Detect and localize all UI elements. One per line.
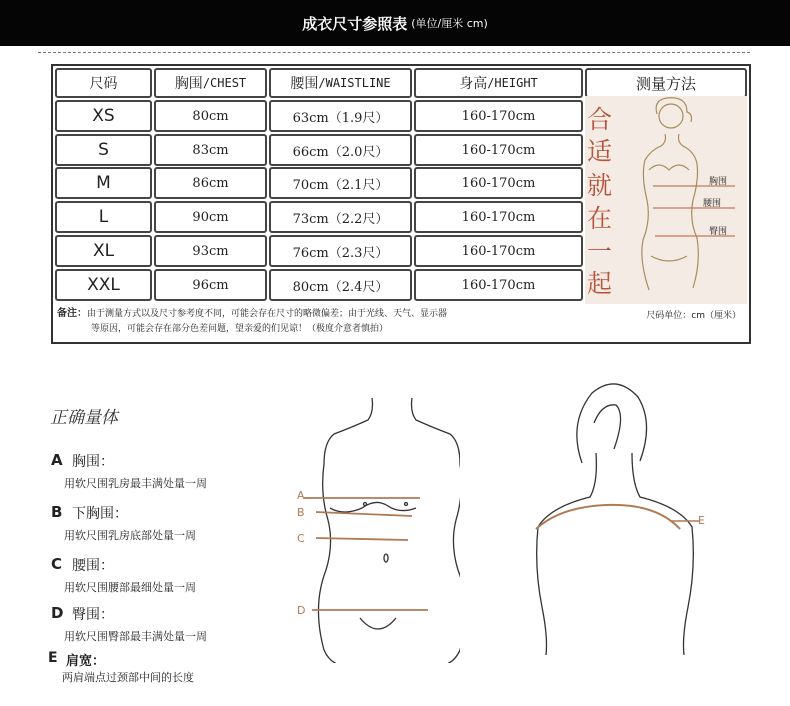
table-cell-chest: 86cm: [154, 167, 267, 199]
table-cell-chest: 96cm: [154, 269, 267, 301]
table-cell-chest: 80cm: [154, 100, 267, 132]
method-char: 在: [587, 204, 613, 233]
table-cell-size: S: [55, 134, 152, 166]
table-cell-size: XXL: [55, 269, 152, 301]
header-method: [585, 68, 747, 98]
measure-letter-e: E: [48, 650, 58, 666]
table-cell-height: 160-170cm: [414, 269, 583, 301]
note-line-1: 由于测量方式以及尺寸参考度不同，可能会存在尺寸的略微偏差；由于光线、天气、显示器: [87, 309, 448, 319]
measure-name-c: 腰围：: [72, 558, 114, 574]
method-char: 一: [587, 237, 613, 266]
label-a: A: [297, 489, 305, 502]
woman-figure-icon: [585, 96, 747, 304]
label-b: B: [297, 506, 305, 519]
table-cell-size: L: [55, 201, 152, 233]
header-size-label: 尺码: [89, 76, 118, 92]
measure-desc-c: 用软尺围腰部最细处量一周: [64, 581, 196, 594]
method-char: 合: [587, 105, 613, 134]
unit-note: (单位/厘米 cm): [411, 17, 488, 30]
section-title: 正确量体: [50, 408, 118, 428]
header-chest-en: /CHEST: [202, 76, 247, 90]
table-cell-waist: 66cm（2.0尺）: [269, 134, 412, 166]
measure-desc-e: 两肩端点过颈部中间的长度: [62, 671, 194, 684]
table-cell-waist: 76cm（2.3尺）: [269, 235, 412, 267]
measure-name-b: 下胸围：: [72, 506, 128, 522]
table-cell-size: XL: [55, 235, 152, 267]
label-d: D: [297, 604, 306, 617]
header-waist-cn: 腰围: [290, 76, 319, 92]
back-body-figure-icon: [520, 383, 720, 655]
table-cell-chest: 90cm: [154, 201, 267, 233]
method-char: 起: [587, 269, 613, 298]
header-height-cn: 身高: [459, 76, 488, 92]
table-cell-size: XS: [55, 100, 152, 132]
measure-letter-a: A: [51, 451, 63, 469]
measure-name-e: 肩宽：: [66, 654, 106, 669]
measure-desc-a: 用软尺围乳房最丰满处量一周: [64, 477, 207, 490]
note-line-2: 等原因，可能会存在部分色差问题，望亲爱的们见谅！（极度介意者慎拍）: [91, 324, 389, 334]
table-cell-waist: 63cm（1.9尺）: [269, 100, 412, 132]
table-cell-size: M: [55, 167, 152, 199]
method-char: 适: [587, 137, 613, 166]
measure-desc-d: 用软尺围臀部最丰满处量一周: [64, 630, 207, 643]
table-cell-height: 160-170cm: [414, 100, 583, 132]
table-cell-height: 160-170cm: [414, 134, 583, 166]
method-char: 就: [587, 171, 613, 200]
size-table: [51, 64, 751, 344]
measure-desc-b: 用软尺围乳房底部处量一周: [64, 529, 196, 542]
measure-letter-b: B: [51, 503, 63, 521]
table-cell-height: 160-170cm: [414, 167, 583, 199]
label-c: C: [297, 532, 305, 545]
header-size: [55, 68, 152, 98]
figure-label-hip: 臀围: [709, 227, 728, 237]
divider: [38, 52, 750, 53]
header-waist: [269, 68, 412, 98]
note: [57, 306, 745, 340]
page-title: 成衣尺寸参照表: [302, 14, 408, 33]
figure-label-chest: 胸围: [709, 177, 728, 187]
front-body-figure-icon: [290, 398, 460, 663]
measure-letter-d: D: [51, 604, 64, 622]
table-cell-height: 160-170cm: [414, 201, 583, 233]
table-cell-waist: 73cm（2.2尺）: [269, 201, 412, 233]
measure-letter-c: C: [51, 555, 63, 573]
table-cell-chest: 93cm: [154, 235, 267, 267]
header-waist-en: /WAISTLINE: [318, 76, 391, 90]
header-method-label: 测量方法: [635, 74, 696, 93]
header-height: [414, 68, 583, 98]
measure-name-a: 胸围：: [72, 454, 114, 470]
table-cell-waist: 70cm（2.1尺）: [269, 167, 412, 199]
header-chest-cn: 胸围: [174, 76, 203, 92]
title-bar: [0, 0, 790, 46]
measure-name-d: 臀围：: [72, 607, 114, 623]
header-height-en: /HEIGHT: [487, 76, 538, 90]
note-label: 备注：: [57, 308, 87, 319]
size-unit: 尺码单位：cm（厘米）: [646, 311, 741, 321]
method-illustration: [585, 96, 747, 304]
table-cell-height: 160-170cm: [414, 235, 583, 267]
header-chest: [154, 68, 267, 98]
table-cell-waist: 80cm（2.4尺）: [269, 269, 412, 301]
table-cell-chest: 83cm: [154, 134, 267, 166]
label-e: E: [698, 514, 705, 527]
figure-label-waist: 腰围: [703, 199, 722, 209]
